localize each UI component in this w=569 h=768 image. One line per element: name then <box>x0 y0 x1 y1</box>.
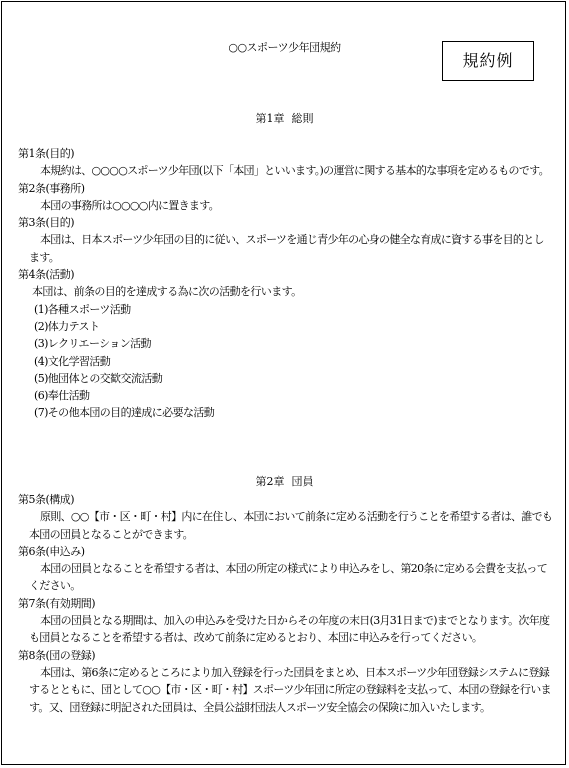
article-6-text: 本団の団員となることを希望する者は、本団の所定の様式により申込みをし、第20条に定める会費を支払ってください。 <box>29 562 547 593</box>
activity-list-item: (4)文化学習活動 <box>34 354 111 368</box>
example-stamp-box: 規約例 <box>442 41 534 81</box>
activity-list-item: (1)各種スポーツ活動 <box>34 302 131 316</box>
document-title: ○○スポーツ少年団規約 <box>228 41 341 54</box>
article-2-heading: 第2条(事務所) <box>18 181 85 195</box>
article-2-text: 本団の事務所は○○○○内に置きます。 <box>40 198 219 212</box>
article-8-heading: 第8条(団の登録) <box>18 648 96 662</box>
activity-list-item: (6)奉仕活動 <box>34 389 90 403</box>
article-7-heading: 第7条(有効期間) <box>18 596 96 610</box>
activity-list <box>18 301 554 422</box>
article-8-text: 本団は、第6条に定めるところにより加入登録を行った団員をまとめ、日本スポーツ少年団登録システムに登録するとともに、団として○○【市・区・町・村】スポーツ少年団に所定の登録料を支払って、本団の登録を行います。又、団登録に明記された団員は、全員公益財団法人スポーツ安全協会の保険に加入いたします。 <box>29 665 551 714</box>
chapter-2-heading <box>0 473 569 490</box>
chapter-2-name: 団員 <box>291 475 314 488</box>
article-4-heading: 第4条(活動) <box>18 268 75 282</box>
activity-list-item: (3)レクリエーション活動 <box>34 337 151 351</box>
article-1-text: 本規約は、○○○○スポーツ少年団(以下「本団」といいます。)の運営に関する基本的な事項を定めるものです。 <box>40 164 549 178</box>
article-6-heading: 第6条(申込み) <box>18 544 85 558</box>
chapter-2-body <box>18 491 554 716</box>
chapter-1-number: 第1章 <box>255 112 285 125</box>
article-1-heading: 第1条(目的) <box>18 147 75 160</box>
activity-list-item: (5)他団体との交歓交流活動 <box>34 371 163 385</box>
article-3-text: 本団は、日本スポーツ少年団の目的に従い、スポーツを通じ青少年の心身の健全な育成に資する事を目的とします。 <box>29 233 544 264</box>
article-5-text: 原則、○○【市・区・町・村】内に在住し、本団において前条に定める活動を行うことを希望する者は、誰でも本団の団員となることができます。 <box>29 510 553 541</box>
activity-list-item: (7)その他本団の目的達成に必要な活動 <box>34 406 215 420</box>
chapter-1-body <box>18 145 554 422</box>
chapter-1-name: 総則 <box>291 112 314 125</box>
chapter-1-heading <box>0 110 569 127</box>
chapter-2-number: 第2章 <box>255 475 285 488</box>
article-3-heading: 第3条(目的) <box>18 216 75 230</box>
activity-list-item: (2)体力テスト <box>34 319 100 333</box>
article-4-text: 本団は、前条の目的を達成する為に次の活動を行います。 <box>32 285 302 299</box>
article-5-heading: 第5条(構成) <box>18 493 75 506</box>
article-7-text: 本団の団員となる期間は、加入の申込みを受けた日からその年度の末日(3月31日まで)までとなります。次年度も団員となることを希望する者は、改めて前条に定めるとおり、本団に申込みを行ってください。 <box>29 614 550 645</box>
